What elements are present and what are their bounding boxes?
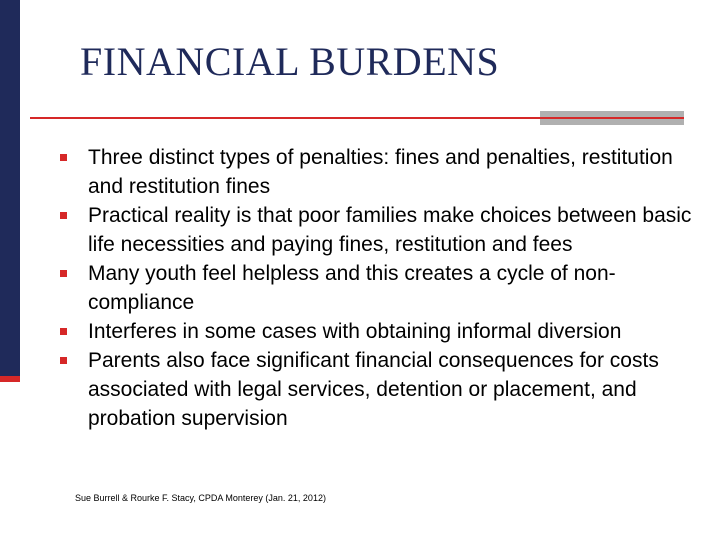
bullet-text: Practical reality is that poor families make choices between basic life necessities and paying fines, restitution and fees xyxy=(88,204,692,256)
bullet-item xyxy=(60,259,710,317)
title-rule-red xyxy=(30,117,540,119)
title-rule-red-end xyxy=(540,117,684,119)
bullet-text: Parents also face significant financial consequences for costs associated with legal services, detention or placement, and probation supervision xyxy=(88,349,659,430)
bullet-item xyxy=(60,317,710,346)
citation: Sue Burrell & Rourke F. Stacy, CPDA Monterey (Jan. 21, 2012) xyxy=(75,493,326,503)
left-accent-bar xyxy=(0,0,20,376)
left-accent-lower xyxy=(0,382,20,540)
bullet-text: Three distinct types of penalties: fines and penalties, restitution and restitution fines xyxy=(88,146,673,198)
square-bullet-icon xyxy=(60,212,67,219)
square-bullet-icon xyxy=(60,328,67,335)
square-bullet-icon xyxy=(60,270,67,277)
bullet-text: Interferes in some cases with obtaining informal diversion xyxy=(88,320,622,343)
square-bullet-icon xyxy=(60,154,67,161)
bullet-list xyxy=(60,143,710,433)
bullet-item xyxy=(60,143,710,201)
slide-title: FINANCIAL BURDENS xyxy=(80,39,500,84)
bullet-item xyxy=(60,201,710,259)
square-bullet-icon xyxy=(60,357,67,364)
bullet-text: Many youth feel helpless and this creates a cycle of non-compliance xyxy=(88,262,616,314)
bullet-item xyxy=(60,346,710,433)
